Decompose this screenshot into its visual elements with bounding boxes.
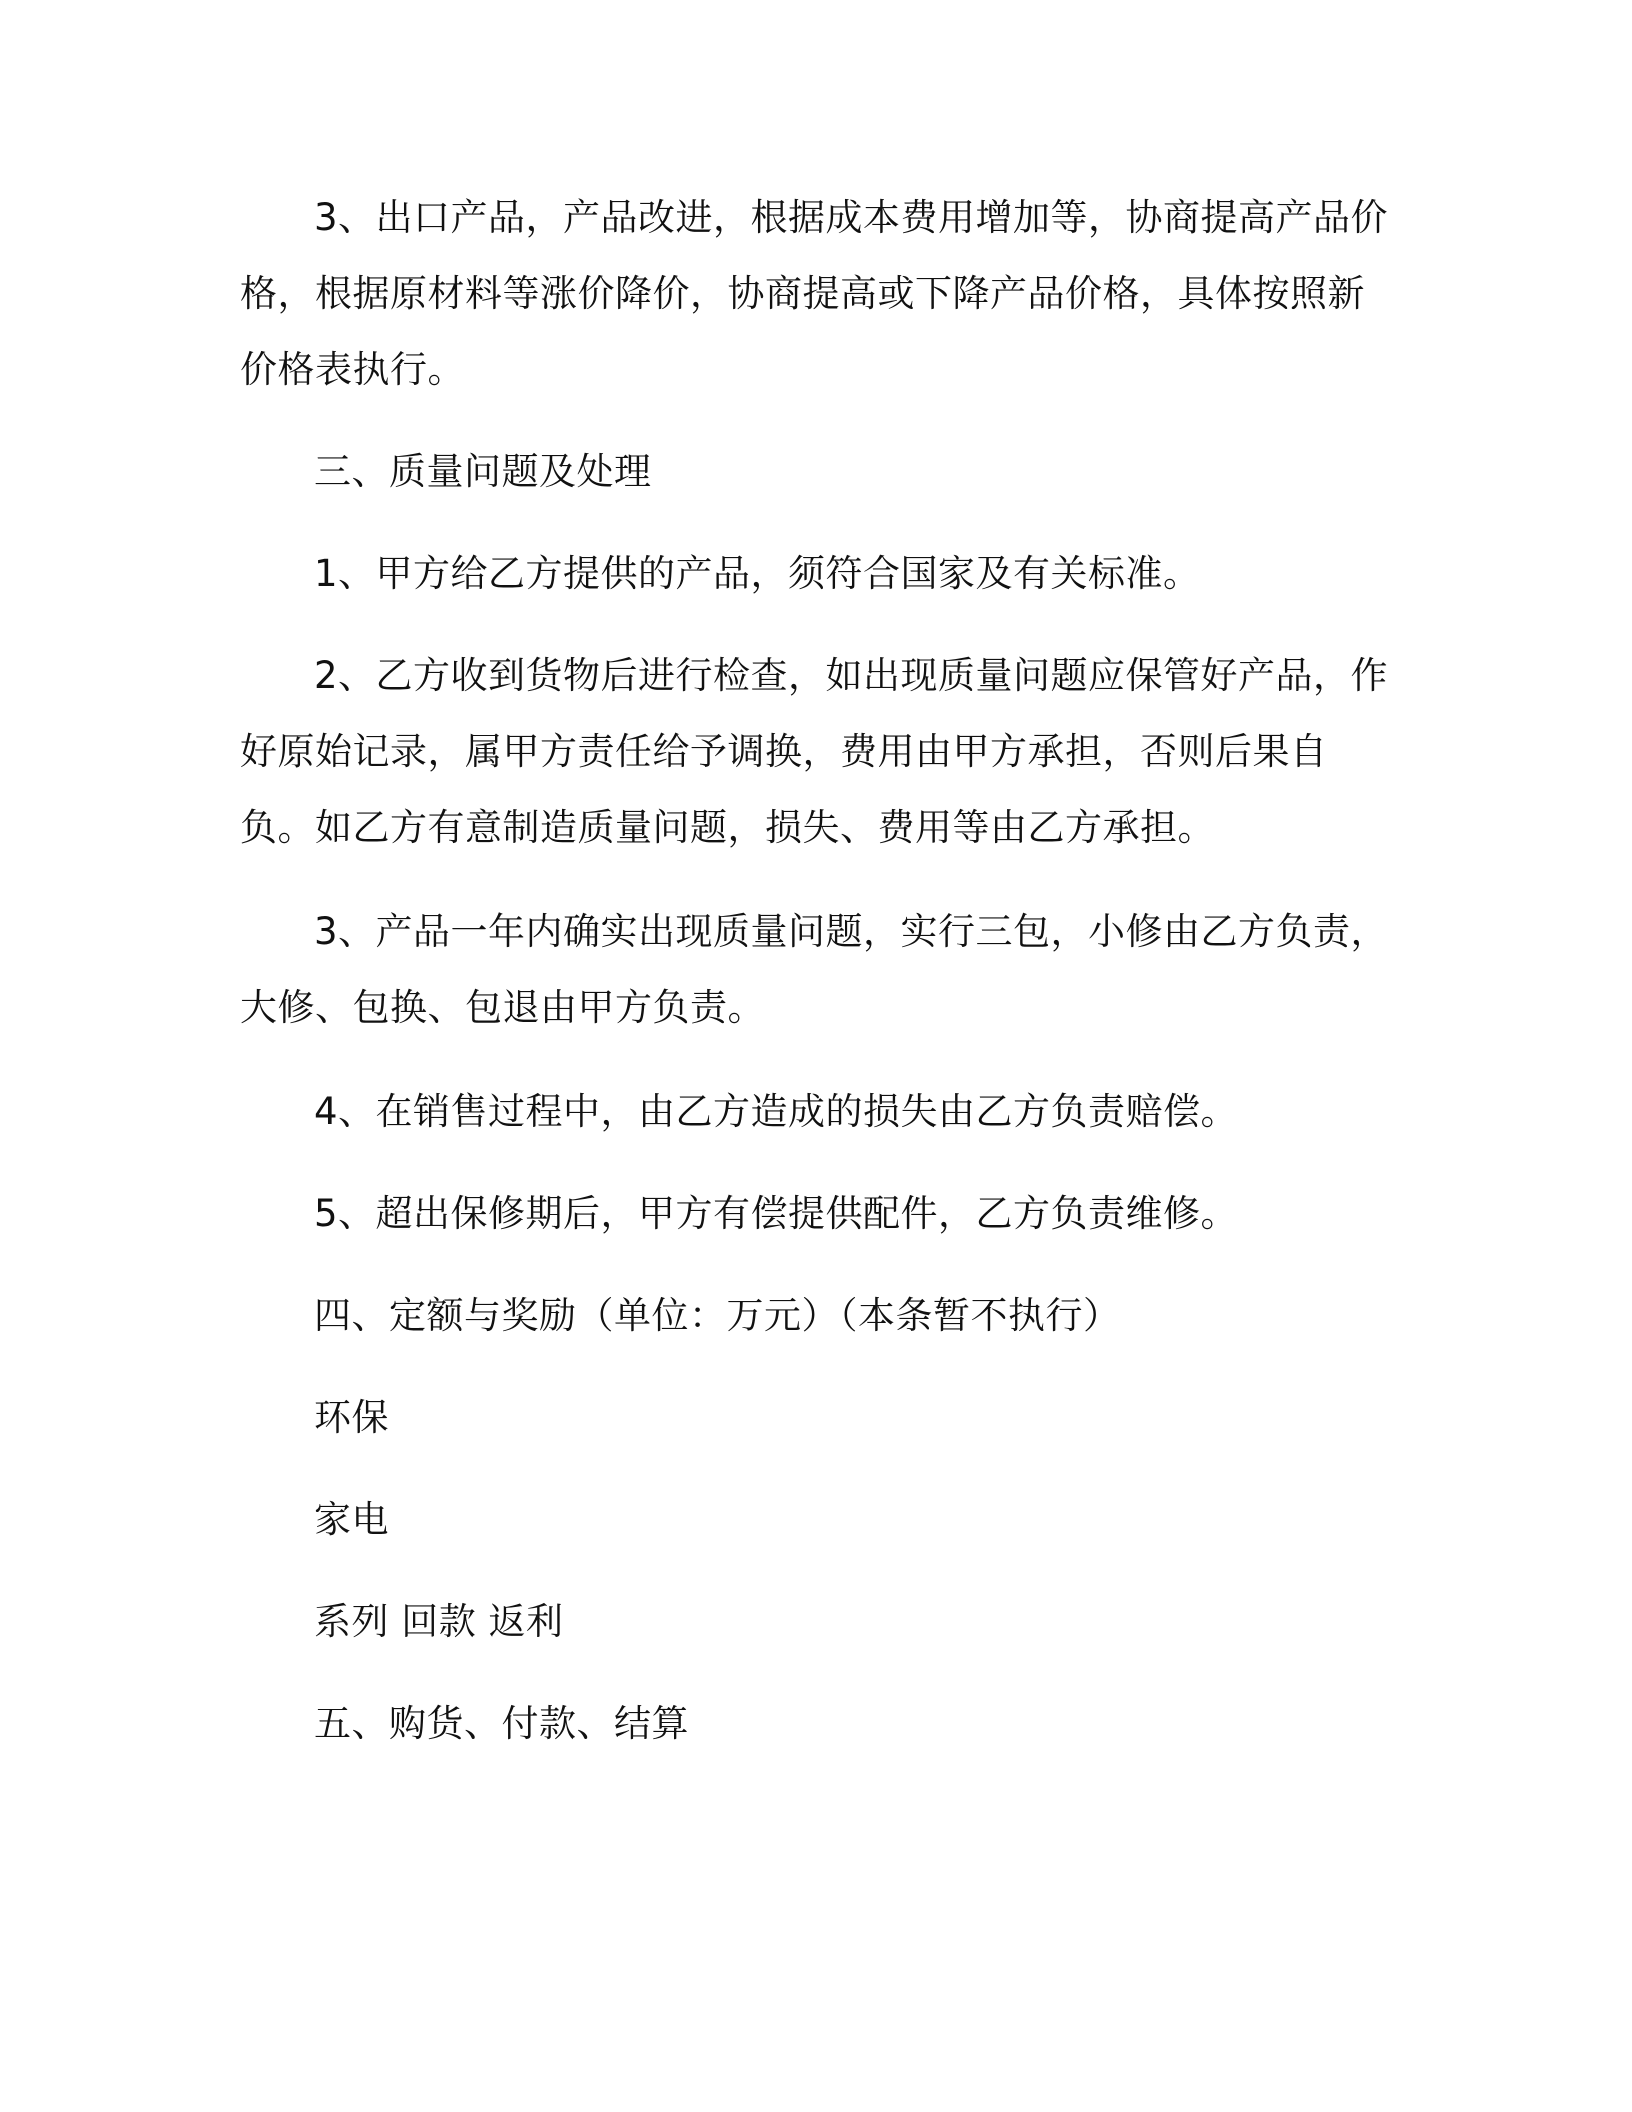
section-heading-quota: 四、定额与奖励（单位：万元）（本条暂不执行） [314,1294,1121,1337]
section-heading-purchase: 五、购货、付款、结算 [314,1702,689,1745]
quality-clause-1 [240,536,1392,612]
quota-item [240,1380,1392,1456]
section-heading [240,1278,1392,1354]
clause-paragraph: 5、超出保修期后，甲方有偿提供配件，乙方负责维修。 [314,1192,1239,1235]
clause-paragraph: 1、甲方给乙方提供的产品，须符合国家及有关标准。 [314,552,1201,595]
section-heading [240,434,1392,510]
clause-paragraph: 4、在销售过程中，由乙方造成的损失由乙方负责赔偿。 [314,1090,1239,1133]
clause-paragraph: 2、乙方收到货物后进行检查，如出现质量问题应保管好产品，作好原始记录，属甲方责任给予调换，费用由甲方承担，否则后果自负。如乙方有意制造质量问题，损失、费用等由乙方承担。 [240,654,1389,849]
section-heading [240,1686,1392,1762]
clause-paragraph: 3、产品一年内确实出现质量问题，实行三包，小修由乙方负责，大修、包换、包退由甲方负责。 [240,910,1389,1029]
clause-paragraph: 3、出口产品，产品改进，根据成本费用增加等，协商提高产品价格，根据原材料等涨价降价，协商提高或下降产品价格，具体按照新价格表执行。 [240,196,1389,391]
section-heading-quality: 三、质量问题及处理 [314,450,652,493]
quota-item [240,1482,1392,1558]
quality-clause-4 [240,1074,1392,1150]
quota-columns: 系列 回款 返利 [314,1600,564,1643]
quality-clause-5 [240,1176,1392,1252]
quality-clause-3 [240,894,1392,1046]
price-adjustment-clause [240,180,1392,408]
quota-item-appliance: 家电 [314,1498,389,1541]
quota-item-environment: 环保 [314,1396,389,1439]
quota-table-header [240,1584,1392,1660]
quality-clause-2 [240,638,1392,866]
